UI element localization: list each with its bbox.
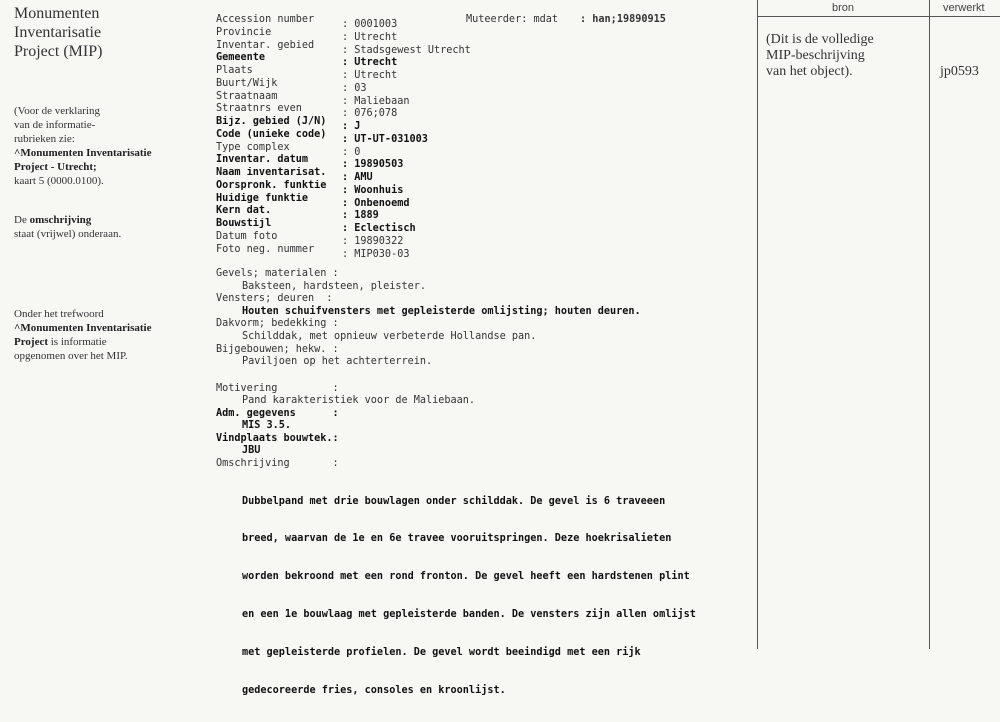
keyword-note (14, 307, 204, 363)
field-value: : Stadsgewest Utrecht (342, 44, 471, 56)
field-label: Accession number (216, 14, 315, 25)
field-value: : AMU (342, 171, 373, 183)
record-field-row (216, 65, 746, 81)
section-gevels (216, 268, 746, 293)
section-heading: Vindplaats bouwtek.: (216, 432, 339, 444)
legend-note-line: (Voor de verklaring (14, 105, 100, 117)
description-note-keyword: omschrijving (29, 214, 92, 226)
record-field-row (216, 26, 746, 43)
field-value: : Utrecht (342, 57, 398, 68)
field-value: : 19890322 (342, 235, 404, 247)
record-field-row (216, 39, 746, 56)
section-heading: Motivering : (216, 382, 339, 394)
field-value: : Onbenoemd (342, 197, 410, 209)
keyword-note-line: opgenomen over het MIP. (14, 350, 128, 362)
column-divider (757, 0, 758, 649)
section-motivering (216, 383, 746, 408)
field-label: Bijz. gebied (J/N) (216, 116, 327, 127)
section-heading: Dakvorm; bedekking : (216, 318, 339, 330)
mutator-info (466, 14, 666, 27)
section-heading: Gevels; materialen : (216, 268, 339, 280)
field-label: Straatnrs even (216, 103, 302, 115)
section-body: Paviljoen op het achterterrein. (242, 356, 433, 368)
description-line: met gepleisterde profielen. De gevel wordt beeindigd met een rijk (242, 646, 641, 658)
field-label: Straatnaam (216, 90, 278, 102)
record-field-row (216, 218, 746, 234)
section-body: Baksteen, hardsteen, pleister. (242, 280, 427, 292)
record-field-row (216, 230, 746, 247)
field-value: : 03 (342, 82, 367, 94)
section-body: Houten schuifvensters met gepleisterde omlijsting; houten deuren. (242, 305, 641, 317)
section-heading: Omschrijving : (216, 457, 339, 469)
keyword-note-reference[interactable]: Project (14, 336, 48, 348)
record-fields (216, 14, 746, 260)
section-heading: Bijgebouwen; hekw. : (216, 343, 339, 355)
record-field-row (216, 116, 746, 132)
section-dakvorm (216, 318, 746, 343)
field-value: : Maliebaan (342, 95, 410, 107)
field-label: Gemeente (216, 52, 266, 64)
section-body: JBU (242, 445, 261, 457)
column-header-bron: bron (832, 2, 855, 14)
record-field-row (216, 103, 746, 119)
record-field-row (216, 141, 746, 158)
field-label: Oorspronk. funktie (216, 179, 327, 191)
section-bijgebouwen (216, 344, 746, 369)
keyword-note-line: Onder het trefwoord (14, 308, 104, 320)
section-omschrijving (216, 458, 746, 722)
field-label: Foto neg. nummer (216, 243, 315, 255)
description-line: worden bekroond met een rond fronton. De gevel heeft een hardstenen plint (242, 571, 690, 583)
field-value: : Utrecht (342, 69, 398, 81)
field-label: Inventar. gebied (216, 39, 315, 51)
field-label: Naam inventarisat. (216, 167, 327, 178)
description-line: breed, waarvan de 1e en 6e travee vooruitspringen. Deze hoekrisalieten (242, 533, 672, 545)
header-divider (758, 16, 1000, 17)
record-field-row (216, 192, 746, 209)
bron-note-line: van het object). (766, 64, 853, 79)
field-value: : J (342, 120, 361, 132)
record-field-row (216, 14, 746, 30)
field-label: Code (unieke code) (216, 128, 327, 140)
legend-note (14, 104, 204, 188)
bron-note-line: (Dit is de volledige (766, 32, 874, 47)
field-label: Kern dat. (216, 205, 272, 217)
record-field-row (216, 77, 746, 94)
field-label: Huidige funktie (216, 192, 309, 204)
bron-note (766, 32, 926, 80)
field-value: : 076;078 (342, 108, 398, 119)
description-line: en een 1e bouwlaag met gepleisterde banden. De vensters zijn allen omlijst (242, 608, 696, 620)
keyword-note-reference[interactable]: ^Monumenten Inventarisatie (14, 322, 152, 334)
description-note (14, 213, 204, 241)
section-heading: Vensters; deuren : (216, 293, 333, 305)
column-header-verwerkt: verwerkt (943, 2, 985, 14)
field-value: : Woonhuis (342, 184, 404, 196)
legend-note-line: van de informatie- (14, 119, 96, 131)
record-field-row (216, 243, 746, 260)
field-value: : 0001003 (342, 18, 398, 30)
field-label: Datum foto (216, 230, 278, 242)
field-label: Provincie (216, 26, 272, 38)
description-line: Dubbelpand met drie bouwlagen onder schilddak. De gevel is 6 traveeen (242, 495, 666, 507)
section-body: MIS 3.5. (242, 420, 292, 432)
section-vensters (216, 293, 746, 318)
description-body (216, 470, 746, 722)
keyword-note-line: is informatie (48, 336, 107, 348)
field-value: : UT-UT-031003 (342, 133, 428, 145)
record-field-row (216, 205, 746, 221)
column-divider (929, 0, 930, 649)
section-vindplaats (216, 433, 746, 458)
bron-note-line: MIP-beschrijving (766, 48, 865, 63)
section-adm (216, 408, 746, 433)
description-note-prefix: De (14, 214, 30, 226)
record-field-row (216, 179, 746, 196)
description-line: gedecoreerde fries, consoles en kroonlijst. (242, 684, 506, 696)
legend-note-reference[interactable]: Project - Utrecht; (14, 161, 97, 173)
field-label: Plaats (216, 65, 253, 76)
field-value: : 19890503 (342, 159, 404, 170)
field-label: Bouwstijl (216, 218, 272, 229)
field-value: : Eclectisch (342, 222, 416, 234)
record-field-row (216, 154, 746, 170)
legend-note-line: kaart 5 (0000.0100). (14, 175, 104, 187)
mutator-value: : han;19890915 (580, 14, 666, 25)
record-field-row (216, 52, 746, 68)
field-value: : MIP030-03 (342, 248, 410, 260)
mutator-label: Muteerder: mdat (466, 14, 559, 25)
legend-note-reference[interactable]: ^Monumenten Inventarisatie (14, 147, 152, 159)
field-label: Inventar. datum (216, 154, 309, 166)
description-note-line: staat (vrijwel) onderaan. (14, 228, 122, 240)
mip-record (216, 14, 746, 722)
verwerkt-value: jp0593 (940, 64, 979, 79)
record-field-row (216, 128, 746, 145)
field-label: Buurt/Wijk (216, 77, 278, 89)
field-value: : Utrecht (342, 31, 398, 43)
field-value: : 0 (342, 146, 361, 158)
record-field-row (216, 167, 746, 183)
record-field-row (216, 90, 746, 107)
section-heading: Adm. gegevens : (216, 407, 339, 419)
field-value: : 1889 (342, 210, 379, 221)
page-title: Monumenten Inventarisatie Project (MIP) (14, 5, 103, 60)
section-body: Schilddak, met opnieuw verbeterde Hollandse pan. (242, 330, 537, 342)
legend-note-line: rubrieken zie: (14, 133, 75, 145)
section-body: Pand karakteristiek voor de Maliebaan. (242, 395, 476, 407)
field-label: Type complex (216, 141, 290, 153)
